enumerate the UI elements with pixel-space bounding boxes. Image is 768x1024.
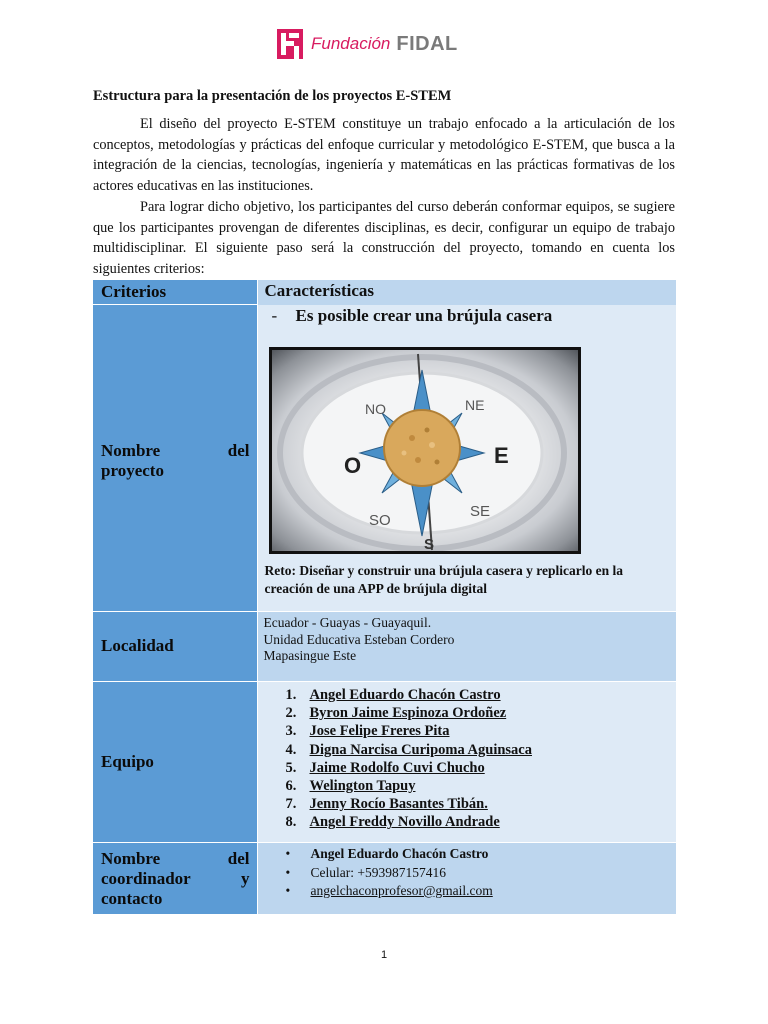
list-item: 4. Digna Narcisa Curipoma Aguinsaca xyxy=(285,741,532,758)
header-criterios: Criterios xyxy=(93,280,257,305)
svg-text:S: S xyxy=(423,535,434,551)
project-title: - Es posible crear una brújula casera xyxy=(271,305,553,325)
coordinator-name: Angel Eduardo Chacón Castro xyxy=(310,846,489,861)
svg-text:SE: SE xyxy=(469,502,490,520)
document-heading: Estructura para la presentación de los proyectos E-STEM xyxy=(93,88,452,104)
coordinator-label: Nombre del coordinador y contacto xyxy=(93,843,257,915)
locality-line: Ecuador - Guayas - Guayaquil. xyxy=(263,615,432,630)
list-item: 1. Angel Eduardo Chacón Castro xyxy=(285,687,501,703)
locality-label: Localidad xyxy=(93,612,257,682)
coordinator-row xyxy=(93,843,676,915)
header-caracteristicas: Características xyxy=(257,280,676,305)
svg-text:SO: SO xyxy=(368,511,391,529)
list-item: 3. Jose Felipe Freres Pita xyxy=(285,723,450,740)
locality-line: Mapasingue Este xyxy=(263,648,357,663)
table-header-row xyxy=(93,280,676,305)
intro-paragraph-2: Para lograr dicho objetivo, los participantes del curso deberán conformar equipos, se sugiere que los participantes provengan de diferentes disciplinas, es decir, configurar un equipo de trabajo multidisciplinar. El siguiente paso será la construcción del proyecto, tomando en cuenta los siguientes criterios: xyxy=(93,199,675,277)
locality-cell xyxy=(257,612,676,682)
list-item: 8. Angel Freddy Novillo Andrade xyxy=(285,814,500,831)
list-item: • Celular: +593987157416 xyxy=(286,864,671,883)
svg-text:O: O xyxy=(343,452,361,478)
reto-text: Reto: Diseñar y construir una brújula casera y replicarlo en la creación de una APP de brújula digital xyxy=(264,562,623,596)
team-cell xyxy=(257,682,676,843)
svg-text:E: E xyxy=(493,442,509,468)
list-item: 6. Welington Tapuy xyxy=(285,778,416,795)
locality-row xyxy=(93,612,676,682)
team-label: Equipo xyxy=(93,682,257,843)
list-item: 7. Jenny Rocío Basantes Tibán. xyxy=(285,796,488,813)
team-list xyxy=(264,682,671,836)
compass-illustration xyxy=(272,350,578,551)
locality-line: Unidad Educativa Esteban Cordero xyxy=(263,631,455,647)
logo-text-fidal: FIDAL xyxy=(396,32,458,55)
svg-text:NE: NE xyxy=(464,396,484,413)
fidal-logo-icon xyxy=(277,29,303,59)
criteria-table xyxy=(93,280,676,915)
team-row xyxy=(93,682,676,843)
coordinator-cell xyxy=(257,843,676,915)
list-item: 2. Byron Jaime Espinoza Ordoñez xyxy=(285,705,507,722)
compass-photo xyxy=(269,347,581,554)
list-item: • Angel Eduardo Chacón Castro xyxy=(286,845,671,864)
project-name-label: Nombre del proyecto xyxy=(93,305,257,612)
intro-paragraph-1: El diseño del proyecto E-STEM constituye un trabajo enfocado a la articulación de los conceptos, metodologías y prácticas del enfoque curricular y metodológico E-STEM, que busca a la integración de la ciencias, tecnologías, ingeniería y matemáticas en las prácticas formativas de los actores educativas en las instituciones. xyxy=(93,116,675,194)
coordinator-phone: Celular: +593987157416 xyxy=(310,864,446,880)
project-cell xyxy=(257,305,676,612)
coordinator-email-link[interactable]: angelchaconprofesor@gmail.com xyxy=(310,883,493,898)
list-item: • angelchaconprofesor@gmail.com xyxy=(286,882,671,901)
page-number: 1 xyxy=(380,949,388,961)
contact-list xyxy=(264,843,671,911)
list-item: 5. Jaime Rodolfo Cuvi Chucho xyxy=(285,759,485,776)
svg-text:NO: NO xyxy=(364,400,386,417)
fundacion-fidal-logo xyxy=(277,28,458,60)
project-row xyxy=(93,305,676,612)
logo-text-fundacion: Fundación xyxy=(311,34,391,53)
